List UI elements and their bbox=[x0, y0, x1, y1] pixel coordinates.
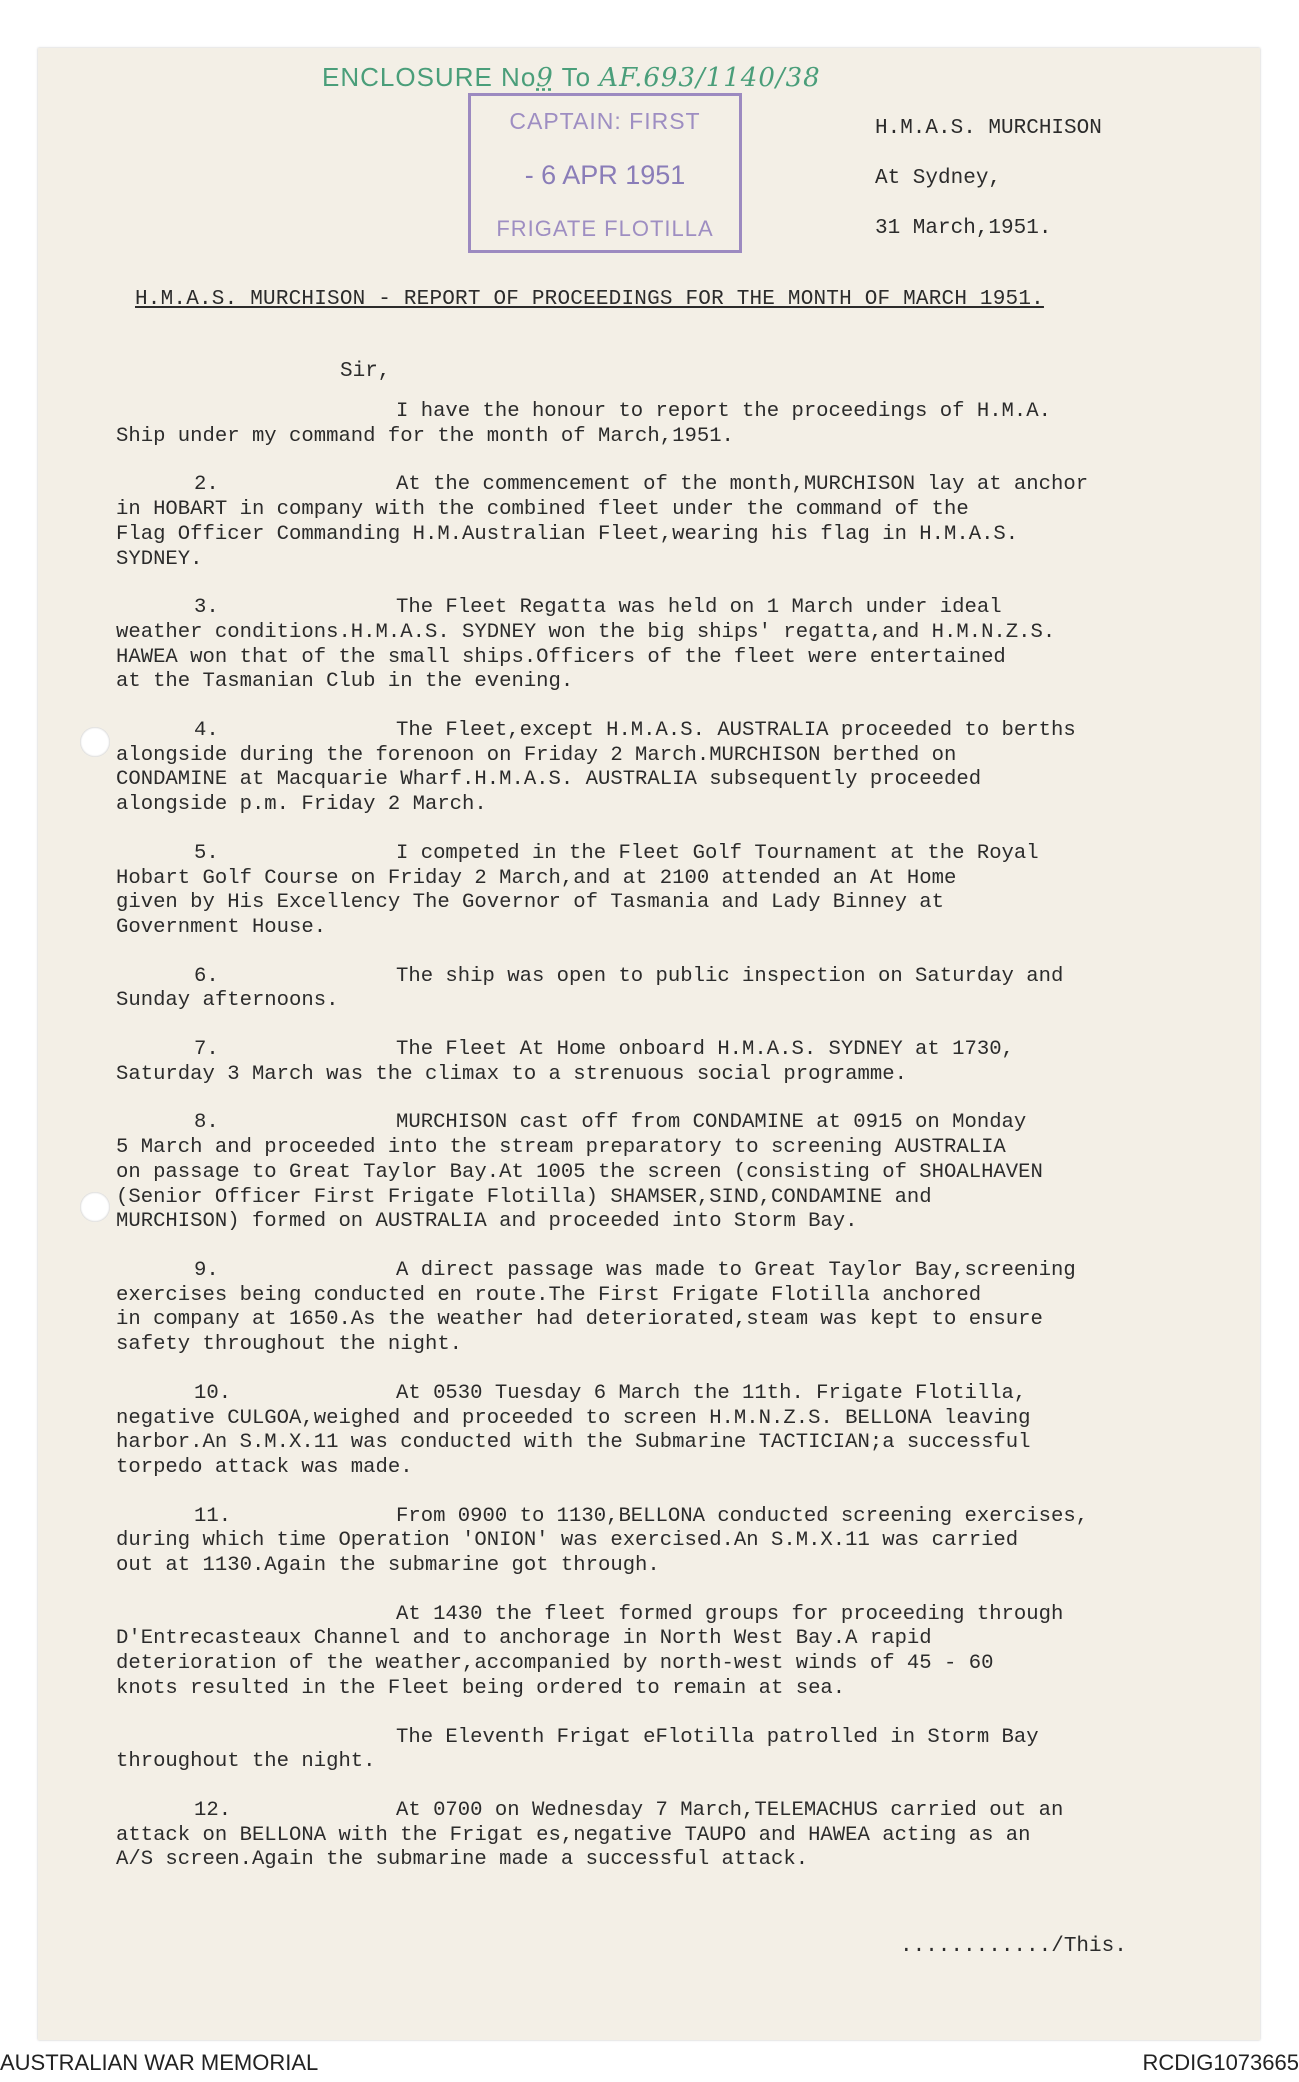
paragraph-text: At the commencement of the month,MURCHISON lay at anchor in HOBART in company with the combined fleet under the command of the Flag Officer Commanding H.M.Australian Fleet,wearing his flag in H.M.A.S. SYDNEY. bbox=[116, 473, 1089, 571]
paragraph-text: At 0530 Tuesday 6 March the 11th. Frigate Flotilla, negative CULGOA,weighed and proceeded to screen H.M.N.Z.S. BELLONA leaving harbor.An S.M.X.11 was conducted with the Submarine TACTICIAN;a successful torpedo attack was made. bbox=[116, 1381, 1031, 1479]
paragraph-text: From 0900 to 1130,BELLONA conducted screening exercises, during which time Operation 'ONION' was exercised.An S.M.X.11 was carried out at 1130.Again the submarine got through. bbox=[116, 1504, 1089, 1578]
paragraph bbox=[116, 1799, 1236, 1873]
paragraph bbox=[116, 1111, 1236, 1235]
enclosure-to-label: To bbox=[561, 62, 592, 92]
paragraph-text: The Fleet At Home onboard H.M.A.S. SYDNEY at 1730, Saturday 3 March was the climax to a strenuous social programme. bbox=[116, 1038, 1014, 1086]
punch-hole-top bbox=[80, 727, 110, 757]
paragraph-number: 2. bbox=[194, 473, 219, 497]
header-location: At Sydney, bbox=[875, 167, 1002, 190]
enclosure-stamp bbox=[322, 62, 821, 93]
paragraph-number: 8. bbox=[194, 1111, 219, 1135]
footer-record-id: RCDIG1073665 bbox=[1142, 2050, 1299, 2075]
received-stamp bbox=[468, 93, 742, 253]
paragraph-text: At 1430 the fleet formed groups for proceeding through D'Entrecasteaux Channel and to anchorage in North West Bay.A rapid deterioration of the weather,accompanied by north-west winds of 45 - 60 knots resulted in the Fleet being ordered to remain at sea. bbox=[116, 1602, 1064, 1700]
header-date: 31 March,1951. bbox=[875, 217, 1052, 240]
report-body bbox=[116, 400, 1236, 1897]
paragraph bbox=[116, 965, 1236, 1014]
paragraph-number: 3. bbox=[194, 596, 219, 620]
paragraph bbox=[116, 400, 1236, 449]
footer-institution: AUSTRALIAN WAR MEMORIAL bbox=[0, 2050, 319, 2075]
paragraph-text: The Fleet,except H.M.A.S. AUSTRALIA proceeded to berths alongside during the forenoon on Friday 2 March.MURCHISON berthed on CONDAMINE at Macquarie Wharf.H.M.A.S. AUSTRALIA subsequently proceeded alongside p.m. Friday 2 March. bbox=[116, 719, 1076, 817]
enclosure-label: ENCLOSURE No bbox=[322, 62, 537, 92]
paragraph bbox=[116, 1726, 1236, 1775]
paragraph-number: 12. bbox=[194, 1798, 232, 1822]
paragraph bbox=[116, 842, 1236, 941]
continuation-marker: ............/This. bbox=[900, 1935, 1127, 1958]
paragraph-text: I competed in the Fleet Golf Tournament at the Royal Hobart Golf Course on Friday 2 March,and at 2100 attended an At Home given by His Excellency The Governor of Tasmania and Lady Binney at Government House. bbox=[116, 841, 1039, 939]
paragraph-number: 5. bbox=[194, 841, 219, 865]
enclosure-number: 9 bbox=[536, 63, 554, 93]
stamp-date: - 6 APR 1951 bbox=[524, 160, 686, 190]
paragraph bbox=[116, 473, 1236, 572]
paragraph bbox=[116, 1505, 1236, 1579]
paragraph-text: A direct passage was made to Great Taylor Bay,screening exercises being conducted en route.The First Frigate Flotilla anchored in company at 1650.As the weather had deteriorated,steam was kept to ensure safety throughout the night. bbox=[116, 1258, 1076, 1357]
paragraph-text: I have the honour to report the proceedings of H.M.A. Ship under my command for the month of March,1951. bbox=[116, 400, 1051, 448]
paragraph-text: The ship was open to public inspection on Saturday and Sunday afternoons. bbox=[116, 964, 1064, 1013]
paragraph-number: 9. bbox=[194, 1258, 219, 1282]
paragraph-number: 11. bbox=[194, 1504, 232, 1528]
paragraph-number: 6. bbox=[194, 964, 219, 988]
stamp-line-1: CAPTAIN: FIRST bbox=[509, 108, 701, 134]
paragraph-number: 10. bbox=[194, 1381, 232, 1405]
paragraph bbox=[116, 596, 1236, 695]
paragraph-text: MURCHISON cast off from CONDAMINE at 0915 on Monday 5 March and proceeded into the stream preparatory to screening AUSTRALIA on passage to Great Taylor Bay.At 1005 the screen (consisting of SHOALHAVEN (Senior Officer First Frigate Flotilla) SHAMSER,SIND,CONDAMINE and MURCHISON) formed on AUSTRALIA and proceeded into Storm Bay. bbox=[116, 1111, 1043, 1234]
paragraph bbox=[116, 1259, 1236, 1358]
paragraph-text: At 0700 on Wednesday 7 March,TELEMACHUS carried out an attack on BELLONA with the Frigat es,negative TAUPO and HAWEA acting as an A/S screen.Again the submarine made a successful attack. bbox=[116, 1798, 1064, 1872]
paragraph-number: 4. bbox=[194, 719, 219, 743]
paragraph bbox=[116, 719, 1236, 818]
paragraph bbox=[116, 1603, 1236, 1702]
stamp-line-3: FRIGATE FLOTILLA bbox=[496, 216, 714, 241]
punch-hole-bottom bbox=[80, 1192, 110, 1222]
paragraph bbox=[116, 1382, 1236, 1481]
salutation: Sir, bbox=[340, 360, 391, 383]
report-title: H.M.A.S. MURCHISON - REPORT OF PROCEEDINGS FOR THE MONTH OF MARCH 1951. bbox=[135, 288, 1044, 311]
enclosure-reference: AF.693/1140/38 bbox=[599, 63, 821, 93]
paragraph-number: 7. bbox=[194, 1038, 219, 1062]
paragraph bbox=[116, 1038, 1236, 1087]
header-ship: H.M.A.S. MURCHISON bbox=[875, 117, 1102, 140]
paragraph-text: The Eleventh Frigat eFlotilla patrolled in Storm Bay throughout the night. bbox=[116, 1725, 1039, 1774]
paragraph-text: The Fleet Regatta was held on 1 March under ideal weather conditions.H.M.A.S. SYDNEY won the big ships' regatta,and H.M.N.Z.S. HAWEA won that of the small ships.Officers of the fleet were entertained at the Tasmanian Club in the evening. bbox=[116, 596, 1056, 694]
